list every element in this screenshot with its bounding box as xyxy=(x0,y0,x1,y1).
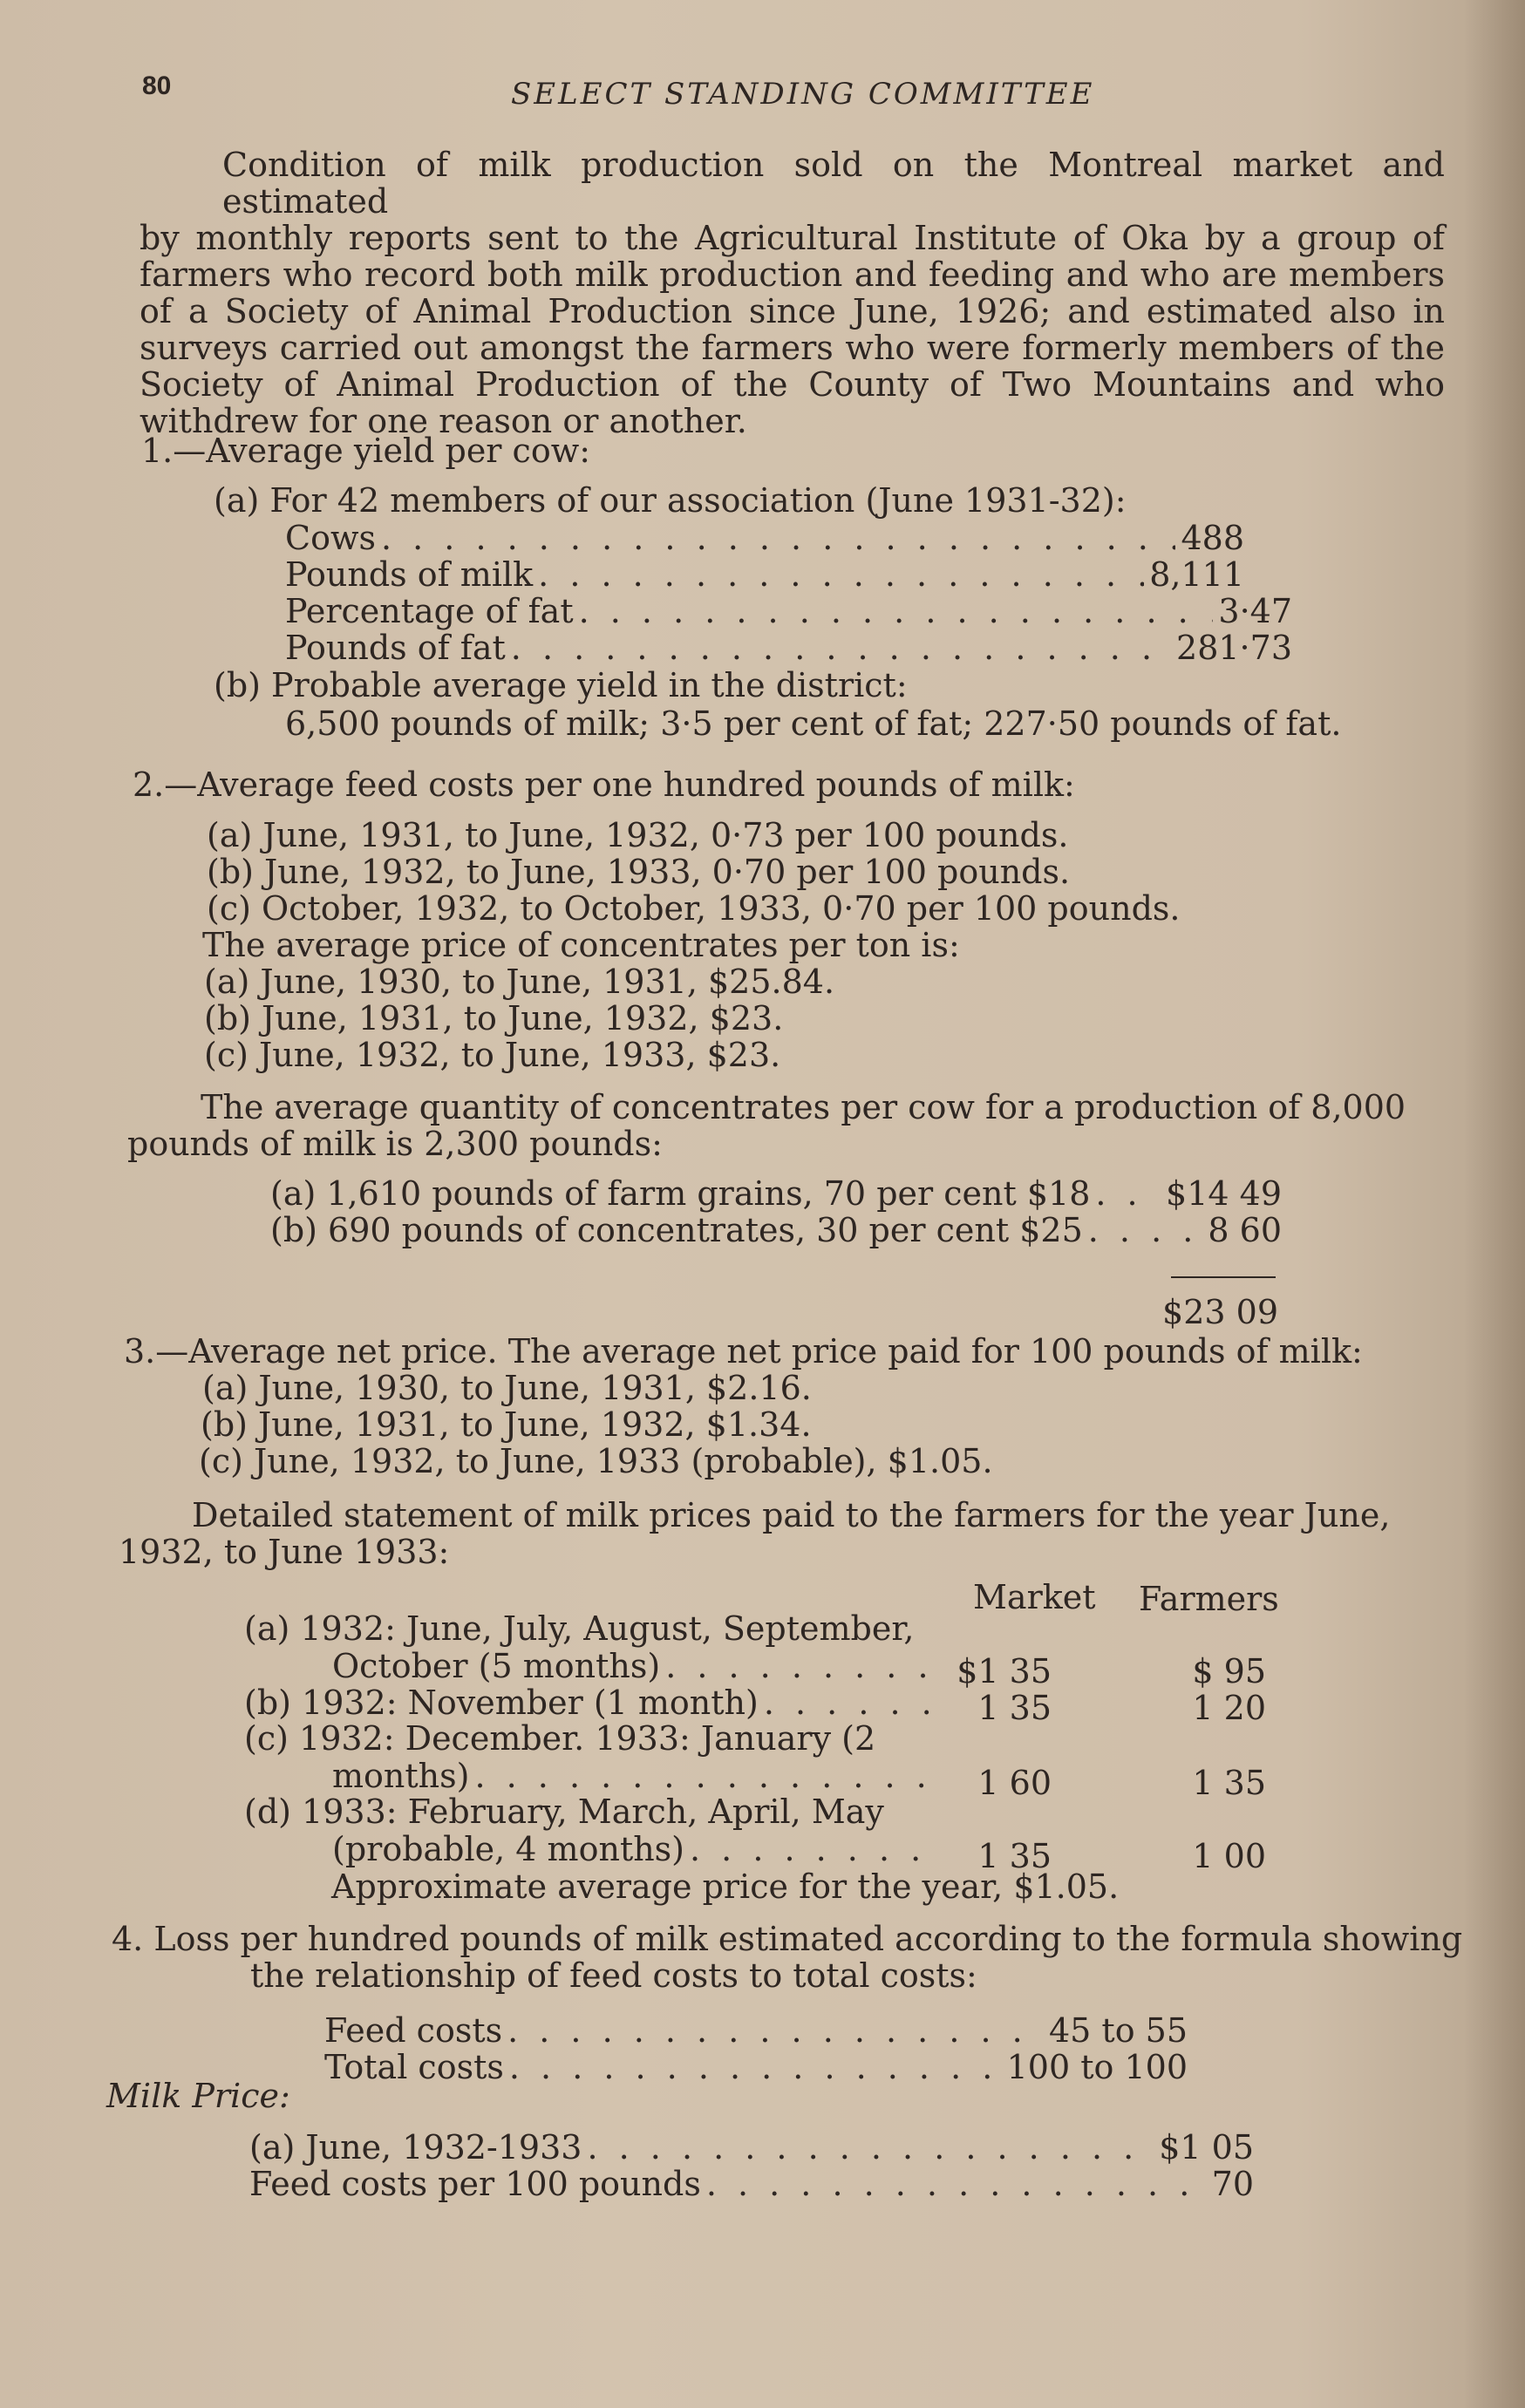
intro-paragraph xyxy=(140,146,1445,439)
row-label: Feed costs xyxy=(324,2011,503,2050)
feed-cost-item: (c) October, 1932, to October, 1933, 0·70 per 100 pounds. xyxy=(207,889,1181,928)
yield-row-cows xyxy=(285,520,1244,556)
milk-price-row xyxy=(249,2129,1254,2166)
feed-cost-item: (a) June, 1931, to June, 1932, 0·73 per 100 pounds. xyxy=(207,816,1069,854)
section-2-heading: 2.—Average feed costs per one hundred pounds of milk: xyxy=(133,765,1075,804)
row-value: 8 60 xyxy=(1208,1211,1282,1249)
section-1-b-line: (b) Probable average yield in the district: xyxy=(214,666,908,704)
cost-row-feed xyxy=(324,2012,1188,2049)
price-market: 1 60 xyxy=(977,1764,1052,1802)
row-value: 488 xyxy=(1181,519,1244,557)
running-title: SELECT STANDING COMMITTEE xyxy=(511,77,1095,112)
row-label: (a) 1,610 pounds of farm grains, 70 per cent $18 xyxy=(270,1174,1091,1213)
price-row-b xyxy=(244,1684,942,1721)
leader-dots xyxy=(511,629,1171,666)
section-1-b-values: 6,500 pounds of milk; 3·5 per cent of fat; 227·50 pounds of fat. xyxy=(285,704,1342,743)
row-label: (a) June, 1932-1933 xyxy=(249,2128,582,2167)
detail-line: 1932, to June 1933: xyxy=(119,1533,450,1571)
leader-dots xyxy=(665,1648,937,1684)
leader-dots xyxy=(538,556,1144,593)
row-value: 70 xyxy=(1211,2165,1254,2203)
row-value: $1 05 xyxy=(1159,2128,1254,2167)
row-label: (b) 1932: November (1 month) xyxy=(244,1684,759,1722)
yield-row-fat-lbs xyxy=(285,629,1292,666)
row-label: October (5 months) xyxy=(332,1647,661,1685)
row-value: 45 to 55 xyxy=(1048,2011,1188,2050)
section-3-heading: 3.—Average net price. The average net price paid for 100 pounds of milk: xyxy=(124,1332,1363,1371)
row-value: 8,111 xyxy=(1149,555,1244,594)
approximate-average: Approximate average price for the year, $1.05. xyxy=(331,1867,1120,1906)
price-row-c-line2 xyxy=(332,1758,943,1794)
feed-cost-per-100-row xyxy=(249,2166,1254,2202)
price-farmers: 1 00 xyxy=(1192,1837,1266,1875)
row-value: $14 49 xyxy=(1166,1174,1282,1213)
row-value: 100 to 100 xyxy=(1006,2048,1188,2086)
concentrate-price-item: (b) June, 1931, to June, 1932, $23. xyxy=(204,999,784,1037)
leader-dots xyxy=(706,2166,1207,2202)
leader-dots xyxy=(507,2012,1044,2049)
leader-dots xyxy=(579,593,1214,629)
net-price-item: (a) June, 1930, to June, 1931, $2.16. xyxy=(202,1369,812,1407)
page-number: 80 xyxy=(142,71,172,100)
row-label: Pounds of milk xyxy=(285,555,534,594)
price-market: 1 35 xyxy=(977,1837,1052,1875)
leader-dots xyxy=(509,2049,1002,2085)
price-market: $1 35 xyxy=(957,1652,1052,1690)
leader-dots xyxy=(587,2129,1154,2166)
quantity-row-farm-grains xyxy=(270,1175,1282,1212)
section-4-heading-line: the relationship of feed costs to total costs: xyxy=(250,1956,977,1995)
price-farmers: 1 20 xyxy=(1192,1689,1266,1727)
yield-row-fat-pct xyxy=(285,593,1292,629)
row-label: Total costs xyxy=(324,2048,504,2086)
section-1-a-intro: (a) For 42 members of our association (June 1931-32): xyxy=(214,481,1127,520)
intro-line: Condition of milk production sold on the Montreal market and estimated xyxy=(222,146,1445,221)
intro-line: withdrew for one reason or another. xyxy=(140,402,747,440)
intro-line: farmers who record both milk production and feeding and who are members xyxy=(140,255,1445,294)
row-label: (probable, 4 months) xyxy=(332,1830,685,1868)
detail-line: Detailed statement of milk prices paid to the farmers for the year June, xyxy=(192,1496,1391,1534)
leader-dots xyxy=(381,520,1175,556)
quantity-line: pounds of milk is 2,300 pounds: xyxy=(127,1125,663,1163)
price-farmers: $ 95 xyxy=(1192,1652,1266,1690)
leader-dots xyxy=(690,1831,937,1867)
row-label: Percentage of fat xyxy=(285,592,574,630)
sum-rule xyxy=(1171,1276,1276,1278)
quantity-total: $23 09 xyxy=(1162,1293,1278,1331)
row-label: months) xyxy=(332,1757,470,1795)
row-label: Cows xyxy=(285,519,376,557)
net-price-item: (b) June, 1931, to June, 1932, $1.34. xyxy=(201,1405,812,1444)
intro-line: Society of Animal Production of the County of Two Mountains and who xyxy=(140,365,1445,404)
concentrates-intro: The average price of concentrates per ton is: xyxy=(202,926,960,964)
concentrate-price-item: (c) June, 1932, to June, 1933, $23. xyxy=(204,1036,781,1074)
intro-line: surveys carried out amongst the farmers who were formerly members of the xyxy=(140,329,1445,367)
cost-row-total xyxy=(324,2049,1188,2085)
column-header-market: Market xyxy=(973,1578,1096,1616)
price-row-d-line2 xyxy=(332,1831,943,1867)
concentrate-price-item: (a) June, 1930, to June, 1931, $25.84. xyxy=(204,963,835,1001)
price-row-c-line1: (c) 1932: December. 1933: January (2 xyxy=(244,1719,876,1758)
row-value: 3·47 xyxy=(1218,592,1292,630)
quantity-line: The average quantity of concentrates per cow for a production of 8,000 xyxy=(201,1088,1406,1126)
section-4-heading-line: 4. Loss per hundred pounds of milk estimated according to the formula showing xyxy=(112,1920,1463,1958)
net-price-item: (c) June, 1932, to June, 1933 (probable), $1.05. xyxy=(199,1442,993,1480)
row-label: Pounds of fat xyxy=(285,629,506,667)
price-row-d-line1: (d) 1933: February, March, April, May xyxy=(244,1792,884,1831)
price-market: 1 35 xyxy=(977,1689,1052,1727)
intro-line: by monthly reports sent to the Agricultural Institute of Oka by a group of xyxy=(140,219,1445,257)
price-farmers: 1 35 xyxy=(1192,1764,1266,1802)
leader-dots xyxy=(764,1684,936,1721)
price-row-a-line1: (a) 1932: June, July, August, September, xyxy=(244,1609,915,1648)
row-value: 281·73 xyxy=(1176,629,1292,667)
leader-dots xyxy=(474,1758,937,1794)
feed-cost-item: (b) June, 1932, to June, 1933, 0·70 per 100 pounds. xyxy=(207,853,1071,891)
intro-line: of a Society of Animal Production since June, 1926; and estimated also in xyxy=(140,292,1445,330)
leader-dots xyxy=(1088,1212,1203,1248)
quantity-row-concentrates xyxy=(270,1212,1282,1248)
milk-price-label: Milk Price: xyxy=(106,2077,290,2115)
leader-dots xyxy=(1095,1175,1161,1212)
row-label: (b) 690 pounds of concentrates, 30 per cent $25 xyxy=(270,1211,1083,1249)
column-header-farmers: Farmers xyxy=(1139,1580,1279,1618)
yield-row-milk xyxy=(285,556,1244,593)
row-label: Feed costs per 100 pounds xyxy=(249,2165,701,2203)
section-1-heading: 1.—Average yield per cow: xyxy=(141,432,591,470)
price-row-a-line2 xyxy=(332,1648,943,1684)
